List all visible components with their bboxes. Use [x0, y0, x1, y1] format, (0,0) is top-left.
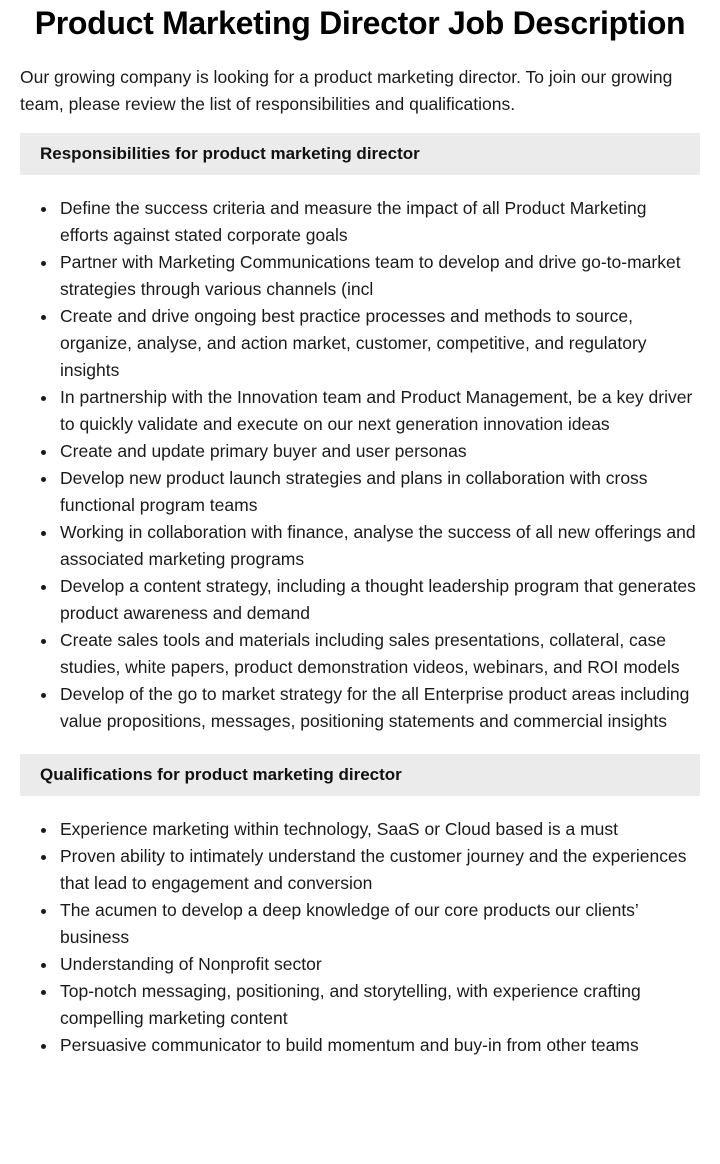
bullet-icon [41, 828, 46, 833]
bullet-icon [41, 450, 46, 455]
bullet-icon [41, 990, 46, 995]
page-title: Product Marketing Director Job Description [34, 5, 686, 41]
bullet-icon [41, 531, 46, 536]
list-item: Working in collaboration with finance, analyse the success of all new offerings and associated marketing programs [60, 519, 700, 573]
list-item: The acumen to develop a deep knowledge of our core products our clients’ business [60, 897, 700, 951]
responsibilities-list [20, 195, 700, 735]
bullet-icon [41, 315, 46, 320]
list-item: Persuasive communicator to build momentum and buy-in from other teams [60, 1032, 700, 1059]
bullet-icon [41, 585, 46, 590]
bullet-icon [41, 855, 46, 860]
list-item: Develop new product launch strategies and plans in collaboration with cross functional program teams [60, 465, 700, 519]
list-item: Partner with Marketing Communications team to develop and drive go-to-market strategies through various channels (incl [60, 249, 700, 303]
qualifications-list [20, 816, 700, 1059]
bullet-icon [41, 693, 46, 698]
list-item: In partnership with the Innovation team and Product Management, be a key driver to quickly validate and execute on our next generation innovation ideas [60, 384, 700, 438]
list-item: Experience marketing within technology, SaaS or Cloud based is a must [60, 816, 700, 843]
list-item: Create sales tools and materials including sales presentations, collateral, case studies, white papers, product demonstration videos, webinars, and ROI models [60, 627, 700, 681]
list-item: Create and update primary buyer and user personas [60, 438, 700, 465]
list-item: Understanding of Nonprofit sector [60, 951, 700, 978]
bullet-icon [41, 261, 46, 266]
list-item: Proven ability to intimately understand the customer journey and the experiences that lead to engagement and conversion [60, 843, 700, 897]
bullet-icon [41, 909, 46, 914]
bullet-icon [41, 1044, 46, 1049]
list-item: Develop a content strategy, including a thought leadership program that generates product awareness and demand [60, 573, 700, 627]
bullet-icon [41, 477, 46, 482]
list-item: Define the success criteria and measure the impact of all Product Marketing efforts against stated corporate goals [60, 195, 700, 249]
list-item: Create and drive ongoing best practice processes and methods to source, organize, analyse, and action market, customer, competitive, and regulatory insights [60, 303, 700, 384]
bullet-icon [41, 207, 46, 212]
list-item: Top-notch messaging, positioning, and storytelling, with experience crafting compelling marketing content [60, 978, 700, 1032]
qualifications-heading: Qualifications for product marketing director [20, 754, 700, 796]
responsibilities-heading: Responsibilities for product marketing director [20, 133, 700, 175]
bullet-icon [41, 963, 46, 968]
intro-paragraph: Our growing company is looking for a product marketing director. To join our growing team, please review the list of responsibilities and qualifications. [20, 67, 673, 114]
list-item: Develop of the go to market strategy for the all Enterprise product areas including value propositions, messages, positioning statements and commercial insights [60, 681, 700, 735]
bullet-icon [41, 396, 46, 401]
bullet-icon [41, 639, 46, 644]
